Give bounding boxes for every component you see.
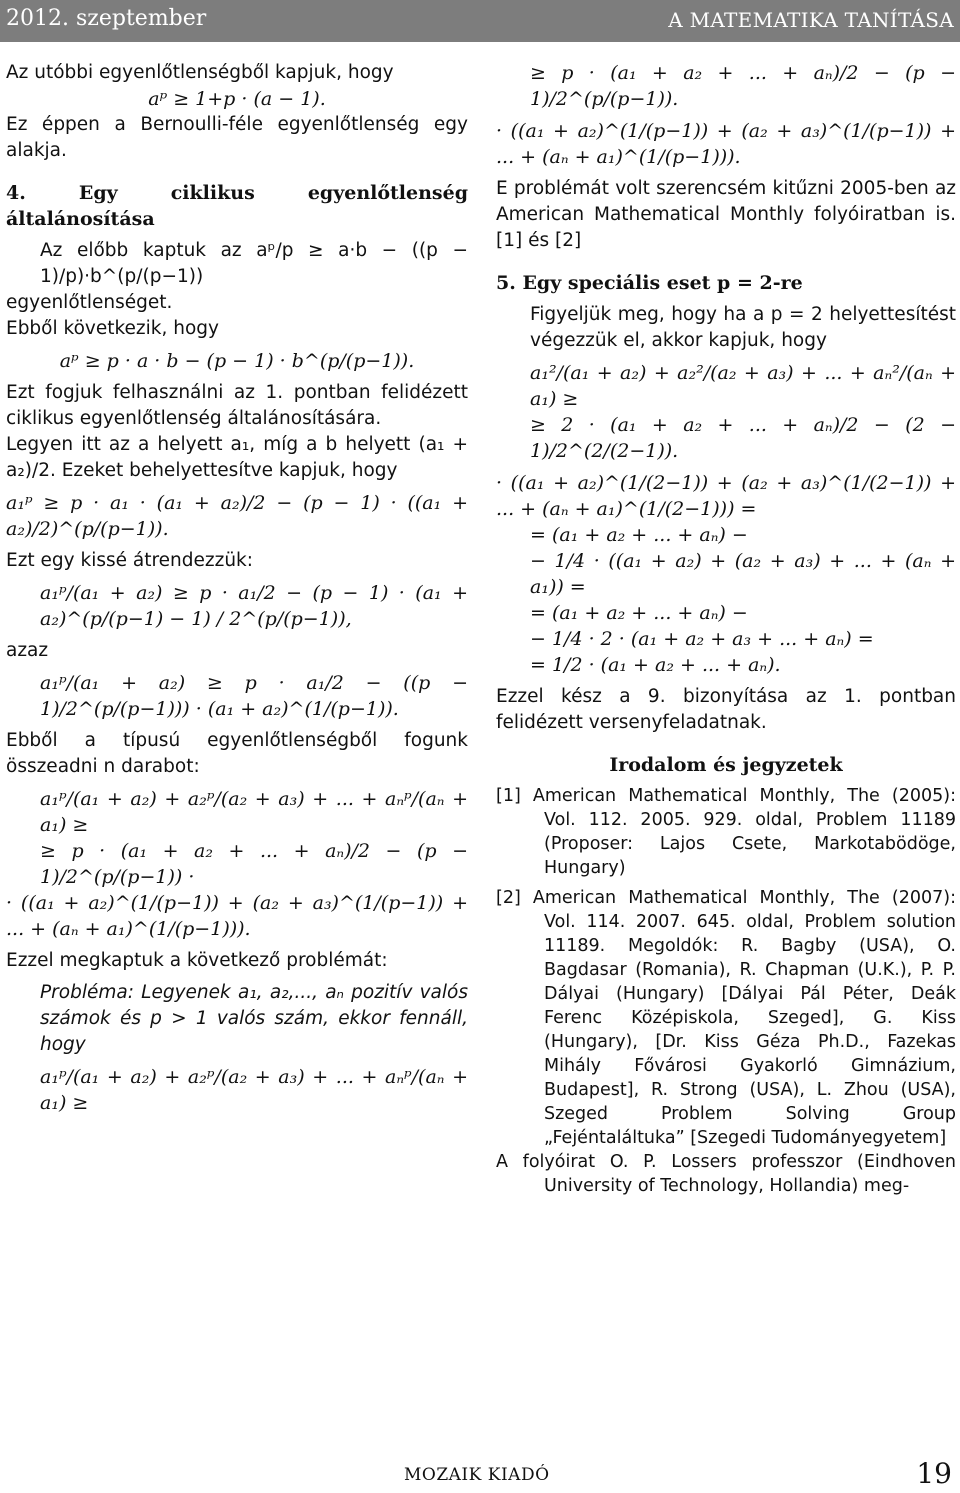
equation: ≥ 2 · (a₁ + a₂ + ... + aₙ)/2 − (2 − 1)/2^(2/(2−1)).	[530, 414, 956, 462]
section-heading-5: 5. Egy speciális eset p = 2-re	[496, 272, 803, 294]
equation: · ((a₁ + a₂)^(1/(p−1)) + (a₂ + a₃)^(1/(p−1)) + ... + (aₙ + a₁)^(1/(p−1))).	[6, 892, 468, 940]
paragraph: Figyeljük meg, hogy ha a p = 2 helyettesítést végezzük el, akkor kapjuk, hogy	[530, 304, 956, 351]
equation: a₁ᵖ/(a₁ + a₂) + a₂ᵖ/(a₂ + a₃) + ... + aₙᵖ/(aₙ + a₁) ≥	[40, 1066, 468, 1114]
reference-item: [1] American Mathematical Monthly, The (2005): Vol. 112. 2005. 929. oldal, Problem 11189 (Proposer: Lajos Csete, Markotabödöge, Hungary)	[496, 786, 956, 878]
equation: = (a₁ + a₂ + ... + aₙ) −	[530, 602, 748, 624]
paragraph: Ezt fogjuk felhasználni az 1. pontban felidézett ciklikus egyenlőtlenség általánosítására.	[6, 382, 468, 429]
publisher-name: MOZAIK KIADÓ	[404, 1465, 550, 1485]
paragraph: Ezzel megkaptuk a következő problémát:	[6, 950, 388, 971]
equation: aᵖ ≥ p · a · b − (p − 1) · b^(p/(p−1)).	[59, 350, 415, 372]
paragraph: egyenlőtlenséget.	[6, 292, 173, 313]
problem-statement: Probléma: Legyenek a₁, a₂,..., aₙ pozitív valós számok és p > 1 valós szám, ekkor fennáll, hogy	[40, 982, 468, 1055]
paragraph: Ez éppen a Bernoulli-féle egyenlőtlenség egy alakja.	[6, 114, 468, 161]
paragraph: Ebből következik, hogy	[6, 318, 219, 339]
paragraph: Legyen itt az a helyett a₁, míg a b helyett (a₁ + a₂)/2. Ezeket behelyettesítve kapjuk, hogy	[6, 434, 468, 481]
equation: · ((a₁ + a₂)^(1/(p−1)) + (a₂ + a₃)^(1/(p−1)) + ... + (aₙ + a₁)^(1/(p−1))).	[496, 120, 956, 168]
header-journal-title: A MATEMATIKA TANÍTÁSA	[668, 8, 954, 32]
paragraph: Az utóbbi egyenlőtlenségből kapjuk, hogy	[6, 62, 394, 83]
equation: a₁ᵖ/(a₁ + a₂) ≥ p · a₁/2 − ((p − 1)/2^(p/(p−1))) · (a₁ + a₂)^(1/(p−1)).	[40, 672, 468, 720]
paragraph: azaz	[6, 640, 49, 661]
equation: a₁ᵖ/(a₁ + a₂) + a₂ᵖ/(a₂ + a₃) + ... + aₙᵖ/(aₙ + a₁) ≥	[40, 788, 468, 836]
page-number: 19	[916, 1457, 952, 1490]
paragraph: Ezt egy kissé átrendezzük:	[6, 550, 253, 571]
left-column	[6, 60, 468, 1116]
equation: aᵖ ≥ 1+p · (a − 1).	[148, 88, 326, 110]
reference-item: [2] American Mathematical Monthly, The (2007): Vol. 114. 2007. 645. oldal, Problem solution 11189. Megoldók: R. Bagby (USA), O. Bagdasar (Romania), R. Chapman (U.K.), P. P. Dályai (Hungary) [Dályai Pál Péter, Deák Ferenc Középiskola, Szeged], G. Kiss (Hungary), [Dr. Kiss Géza Ph.D., Fazekas Mihály Fővárosi Gyakorló Gimnázium, Budapest], R. Strong (USA), L. Zhou (USA), Szeged Problem Solving Group „Fejéntaláltuka” [Szegedi Tudományegyetem]	[496, 888, 956, 1148]
equation: · ((a₁ + a₂)^(1/(2−1)) + (a₂ + a₃)^(1/(2−1)) + ... + (aₙ + a₁)^(1/(2−1))) =	[496, 472, 956, 520]
paragraph: Az előbb kaptuk az aᵖ/p ≥ a·b − ((p − 1)/p)·b^(p/(p−1))	[40, 240, 468, 287]
equation: − 1/4 · ((a₁ + a₂) + (a₂ + a₃) + ... + (aₙ + a₁)) =	[530, 550, 956, 598]
paragraph: Ebből a típusú egyenlőtlenségből fogunk összeadni n darabot:	[6, 730, 468, 777]
equation: a₁²/(a₁ + a₂) + a₂²/(a₂ + a₃) + ... + aₙ²/(aₙ + a₁) ≥	[530, 362, 956, 410]
equation: ≥ p · (a₁ + a₂ + ... + aₙ)/2 − (p − 1)/2^(p/(p−1)).	[530, 62, 956, 110]
paragraph: E problémát volt szerencsém kitűzni 2005-ben az American Mathematical Monthly folyóiratban is. [1] és [2]	[496, 178, 956, 251]
equation: = 1/2 · (a₁ + a₂ + ... + aₙ).	[530, 654, 781, 676]
equation: ≥ p · (a₁ + a₂ + ... + aₙ)/2 − (p − 1)/2^(p/(p−1)) ·	[40, 840, 468, 888]
equation: − 1/4 · 2 · (a₁ + a₂ + a₃ + ... + aₙ) =	[530, 628, 874, 650]
equation: a₁ᵖ ≥ p · a₁ · (a₁ + a₂)/2 − (p − 1) · ((a₁ + a₂)/2)^(p/(p−1)).	[6, 492, 468, 540]
right-column	[496, 60, 956, 1198]
reference-item: A folyóirat O. P. Lossers professzor (Eindhoven University of Technology, Hollandia) meg-	[496, 1152, 956, 1196]
equation: a₁ᵖ/(a₁ + a₂) ≥ p · a₁/2 − (p − 1) · (a₁ + a₂)^(p/(p−1) − 1) / 2^(p/(p−1)),	[40, 582, 468, 630]
page-footer	[0, 1457, 960, 1493]
references-heading: Irodalom és jegyzetek	[609, 754, 843, 776]
section-heading-4: 4. Egy ciklikus egyenlőtlenség általánosítása	[6, 182, 468, 230]
paragraph: Ezzel kész a 9. bizonyítása az 1. pontban felidézett versenyfeladatnak.	[496, 686, 956, 733]
page-header	[0, 0, 960, 42]
header-date: 2012. szeptember	[6, 6, 207, 31]
equation: = (a₁ + a₂ + ... + aₙ) −	[530, 524, 748, 546]
